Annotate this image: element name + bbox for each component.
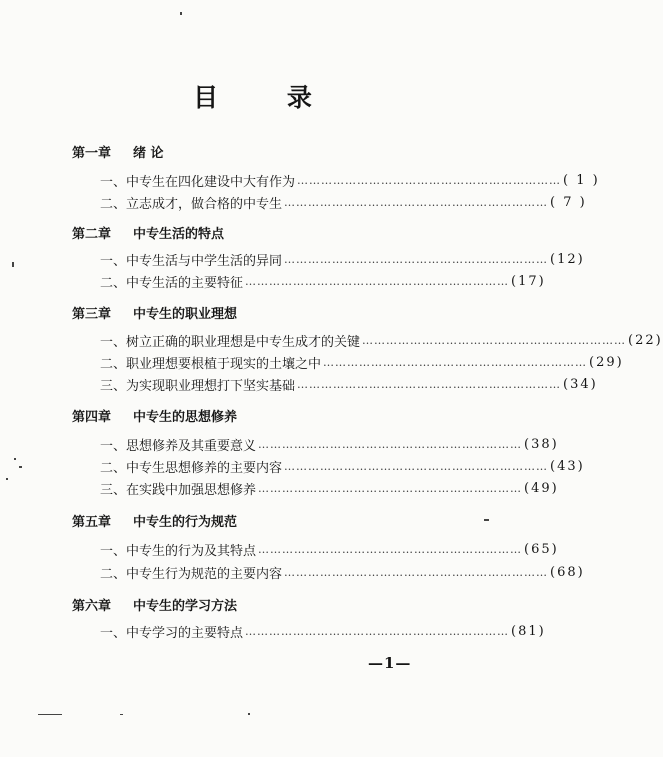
chapter-heading-6 [72, 595, 237, 614]
page-number: ( 7 ) [550, 194, 587, 210]
dot-leader: ………………………………………………………… [258, 542, 523, 556]
section-title: 三、在实践中加强思想修养 [100, 482, 257, 498]
chapter-title: 中专生的职业理想 [133, 307, 238, 322]
toc-entry-2-2 [100, 272, 546, 291]
page-number: (38) [524, 436, 559, 452]
chapter-label: 第三章 [72, 307, 112, 322]
toc-entry-3-3 [100, 375, 598, 394]
dot-leader: ………………………………………………………… [245, 274, 510, 288]
toc-entry-1-2 [100, 193, 587, 212]
scan-speck [484, 519, 489, 521]
page-number: ( 1 ) [563, 172, 600, 188]
page-number: (17) [511, 273, 546, 289]
chapter-label: 第一章 [72, 146, 112, 161]
dot-leader: ………………………………………………………… [284, 459, 549, 473]
chapter-title: 绪 论 [133, 146, 164, 161]
page-number: (65) [524, 541, 559, 557]
page-number: (22) [628, 332, 663, 348]
page-number: (43) [550, 458, 585, 474]
dot-leader: ………………………………………………………… [258, 481, 523, 495]
section-title: 一、中专生的行为及其特点 [100, 543, 257, 559]
page-number: (29) [589, 354, 624, 370]
scan-speck [248, 713, 250, 715]
page-number: (81) [511, 623, 546, 639]
dot-leader: ………………………………………………………… [297, 173, 562, 187]
toc-entry-2-1 [100, 250, 585, 269]
section-title: 一、树立正确的职业理想是中专生成才的关键 [100, 334, 361, 350]
dot-leader: ………………………………………………………… [284, 252, 549, 266]
dot-leader: ………………………………………………………… [245, 624, 510, 638]
scan-speck [14, 458, 16, 460]
chapter-label: 第二章 [72, 227, 112, 242]
section-title: 二、立志成才，做合格的中专生 [100, 196, 283, 212]
dot-leader: ………………………………………………………… [362, 333, 627, 347]
section-title: 一、中专生在四化建设中大有作为 [100, 174, 296, 190]
toc-entry-4-2 [100, 457, 585, 476]
toc-entry-6-1 [100, 622, 546, 641]
page-number: (68) [550, 564, 585, 580]
chapter-title: 中专生的思想修养 [133, 410, 238, 425]
page-footer-number: —1— [368, 654, 412, 672]
section-title: 二、职业理想要根植于现实的土壤之中 [100, 356, 322, 372]
dot-leader: ………………………………………………………… [323, 355, 588, 369]
toc-entry-5-2 [100, 563, 585, 582]
section-title: 三、为实现职业理想打下坚实基础 [100, 378, 296, 394]
section-title: 二、中专生行为规范的主要内容 [100, 566, 283, 582]
scan-speck [180, 12, 182, 15]
chapter-label: 第六章 [72, 599, 112, 614]
page-number: (49) [524, 480, 559, 496]
section-title: 二、中专生思想修养的主要内容 [100, 460, 283, 476]
scan-speck [6, 478, 8, 480]
toc-entry-4-1 [100, 435, 559, 454]
page-title: 目 录 [193, 83, 342, 112]
dot-leader: ………………………………………………………… [284, 195, 549, 209]
chapter-heading-5 [72, 511, 237, 530]
dot-leader: ………………………………………………………… [258, 437, 523, 451]
dot-leader: ………………………………………………………… [284, 565, 549, 579]
chapter-title: 中专生的行为规范 [133, 515, 238, 530]
chapter-heading-2 [72, 223, 224, 242]
scan-speck [12, 262, 14, 267]
toc-entry-3-2 [100, 353, 624, 372]
section-title: 一、中专生活与中学生活的异同 [100, 253, 283, 269]
toc-entry-4-3 [100, 479, 559, 498]
dot-leader: ………………………………………………………… [297, 377, 562, 391]
scan-speck [120, 714, 123, 715]
chapter-title: 中专生活的特点 [133, 227, 225, 242]
section-title: 一、中专学习的主要特点 [100, 625, 244, 641]
chapter-heading-3 [72, 303, 237, 322]
section-title: 二、中专生活的主要特征 [100, 275, 244, 291]
chapter-title: 中专生的学习方法 [133, 599, 238, 614]
chapter-label: 第四章 [72, 410, 112, 425]
toc-entry-3-1 [100, 331, 663, 350]
page-number: (12) [550, 251, 585, 267]
page-number: (34) [563, 376, 598, 392]
toc-entry-1-1 [100, 171, 600, 190]
scan-line [38, 714, 62, 715]
section-title: 一、思想修养及其重要意义 [100, 438, 257, 454]
chapter-heading-1 [72, 142, 164, 161]
scan-speck [19, 466, 22, 468]
toc-entry-5-1 [100, 540, 559, 559]
chapter-label: 第五章 [72, 515, 112, 530]
chapter-heading-4 [72, 406, 237, 425]
